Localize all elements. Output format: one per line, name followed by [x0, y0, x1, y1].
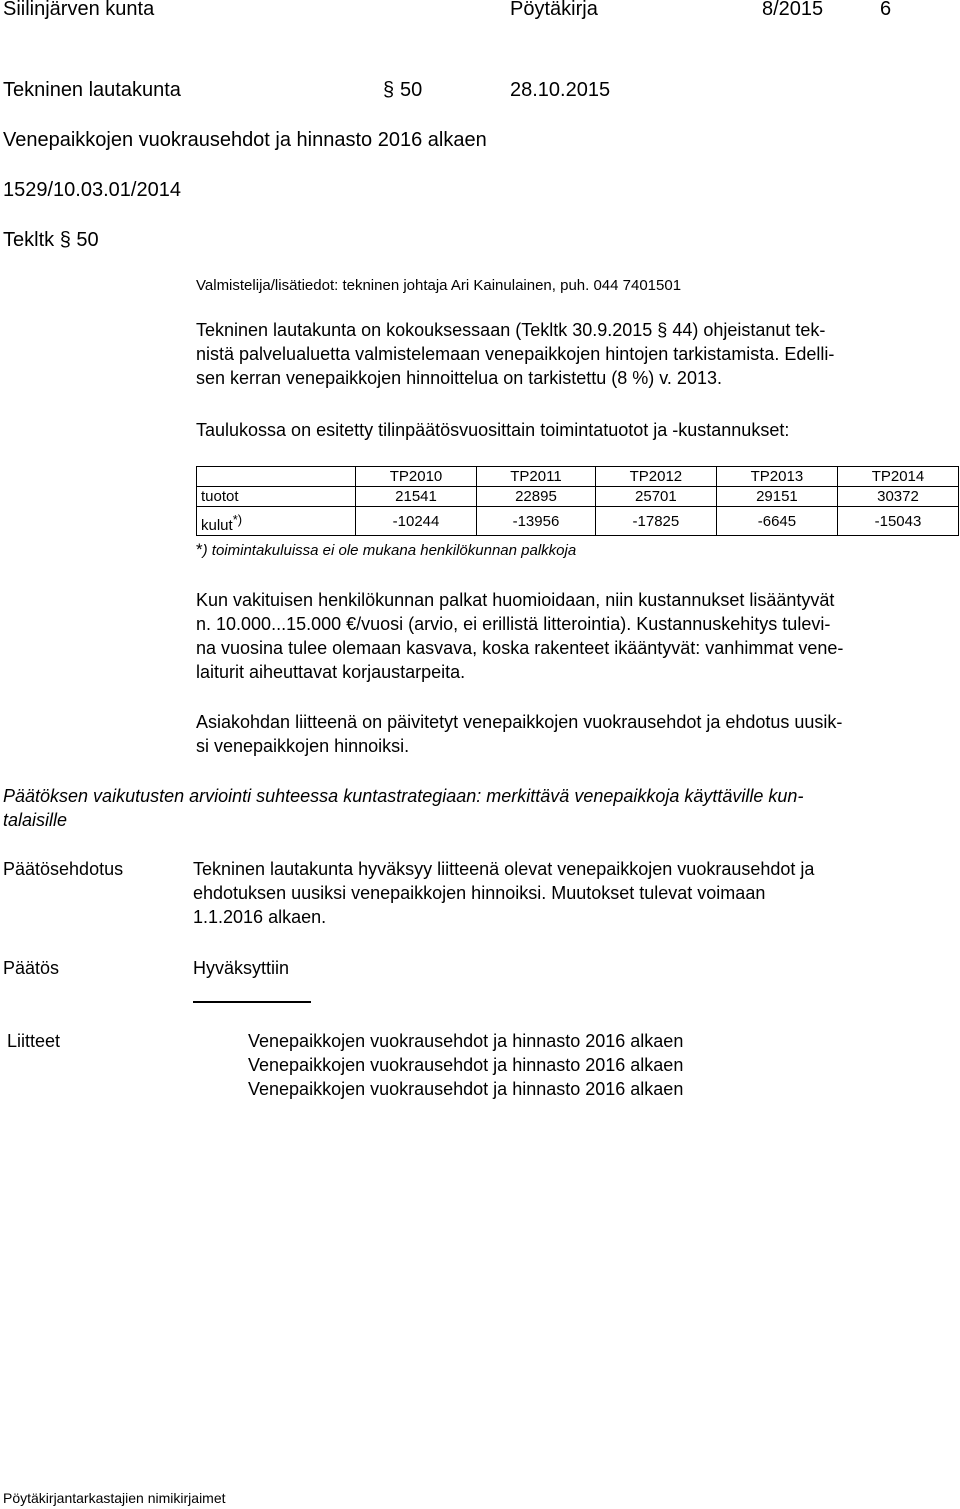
row-label-footnote-mark: *)	[232, 512, 243, 527]
decision-underline	[193, 1001, 311, 1003]
impact-line: talaisille	[3, 810, 68, 830]
table-corner-cell	[197, 467, 356, 487]
table-header-cell: TP2012	[595, 467, 716, 487]
paragraph-line: na vuosina tulee olemaan kasvava, koska rakenteet ikääntyvät: vanhimmat vene-	[196, 638, 844, 658]
table-row	[197, 507, 959, 536]
previous-reference	[3, 229, 99, 252]
table-header-row	[197, 467, 959, 487]
paragraph-line: laiturit aiheuttavat korjaustarpeita.	[196, 662, 466, 682]
paragraph-line: nistä palvelualuetta valmistelemaan venepaikkojen hintojen tarkistamista. Edelli-	[196, 344, 835, 364]
impact-assessment	[3, 784, 803, 832]
table-cell: 30372	[837, 487, 958, 507]
footnote-mark: *	[196, 540, 203, 559]
record-number: 1529/10.03.01/2014	[3, 179, 181, 201]
document-type: Pöytäkirja	[510, 0, 598, 20]
row-label: kulut	[201, 517, 233, 534]
attachment-item: Venepaikkojen vuokrausehdot ja hinnasto 2016 alkaen	[248, 1055, 684, 1075]
proposal-line: Tekninen lautakunta hyväksyy liitteenä olevat venepaikkojen vuokrausehdot ja	[193, 859, 815, 879]
table-cell: -10244	[356, 507, 477, 536]
attachments-list	[248, 1029, 683, 1101]
financial-table	[196, 466, 959, 536]
attachment-item: Venepaikkojen vuokrausehdot ja hinnasto 2016 alkaen	[248, 1031, 684, 1051]
meeting-body: Tekninen lautakunta	[3, 79, 181, 101]
table-header-cell: TP2014	[837, 467, 958, 487]
table-cell: 29151	[716, 487, 837, 507]
paragraph-line: Asiakohdan liitteenä on päivitetyt venepaikkojen vuokrausehdot ja ehdotus uusik-	[196, 712, 843, 732]
preparer-info: Valmistelija/lisätiedot: tekninen johtaja Ari Kainulainen, puh. 044 7401501	[196, 277, 682, 294]
row-label-cell	[197, 507, 356, 536]
table-cell: -13956	[477, 507, 596, 536]
decision-label: Päätös	[3, 958, 60, 978]
table-cell: 21541	[356, 487, 477, 507]
attachment-item: Venepaikkojen vuokrausehdot ja hinnasto 2016 alkaen	[248, 1079, 684, 1099]
paragraph-1	[196, 318, 834, 390]
table-cell: 22895	[477, 487, 596, 507]
proposal-line: 1.1.2016 alkaen.	[193, 907, 327, 927]
proposal-line: ehdotuksen uusiksi venepaikkojen hinnoiksi. Muutokset tulevat voimaan	[193, 883, 766, 903]
prev-ref-label: Tekltk	[3, 229, 55, 251]
section-symbol: §	[59, 229, 71, 251]
decision-text: Hyväksyttiin	[193, 958, 290, 978]
table-cell: -15043	[837, 507, 958, 536]
paragraph-2	[196, 418, 789, 442]
footnote-text: ) toimintakuluissa ei ole mukana henkilökunnan palkkoja	[202, 542, 577, 559]
table-cell: 25701	[595, 487, 716, 507]
impact-line: Päätöksen vaikutusten arviointi suhteessa kuntastrategiaan: merkittävä venepaikkoja käyttäville kun-	[3, 786, 804, 806]
page-number: 6	[880, 0, 892, 20]
paragraph-line: si venepaikkojen hinnoiksi.	[196, 736, 410, 756]
table-cell: -6645	[716, 507, 837, 536]
document-number: 8/2015	[762, 0, 824, 20]
paragraph-line: Tekninen lautakunta on kokouksessaan (Tekltk 30.9.2015 § 44) ohjeistanut tek-	[196, 320, 826, 340]
paragraph-line: sen kerran venepaikkojen hinnoittelua on tarkistettu (8 %) v. 2013.	[196, 368, 722, 388]
item-title: Venepaikkojen vuokrausehdot ja hinnasto 2016 alkaen	[3, 129, 487, 151]
row-label: tuotot	[197, 487, 356, 507]
table-header-cell: TP2013	[716, 467, 837, 487]
paragraph-3	[196, 588, 843, 684]
proposal-label: Päätösehdotus	[3, 859, 124, 879]
footer-signatures: Pöytäkirjantarkastajien nimikirjaimet	[3, 1490, 226, 1506]
table-row	[197, 487, 959, 507]
table-cell: -17825	[595, 507, 716, 536]
paragraph-line: Taulukossa on esitetty tilinpäätösvuosittain toimintatuotot ja -kustannukset:	[196, 420, 790, 440]
paragraph-line: n. 10.000...15.000 €/vuosi (arvio, ei erillistä litterointia). Kustannuskehitys tulevi-	[196, 614, 831, 634]
meeting-date: 28.10.2015	[510, 79, 611, 101]
section-symbol: §	[383, 79, 395, 101]
section-number: 50	[400, 79, 423, 101]
paragraph-line: Kun vakituisen henkilökunnan palkat huomioidaan, niin kustannukset lisääntyvät	[196, 590, 835, 610]
paragraph-4	[196, 710, 842, 758]
table-footnote	[196, 540, 576, 560]
municipality-name: Siilinjärven kunta	[3, 0, 155, 20]
proposal-text	[193, 857, 814, 929]
attachments-label: Liitteet	[7, 1031, 61, 1051]
table-header-cell: TP2010	[356, 467, 477, 487]
prev-ref-number: 50	[76, 229, 99, 251]
table-header-cell: TP2011	[477, 467, 596, 487]
